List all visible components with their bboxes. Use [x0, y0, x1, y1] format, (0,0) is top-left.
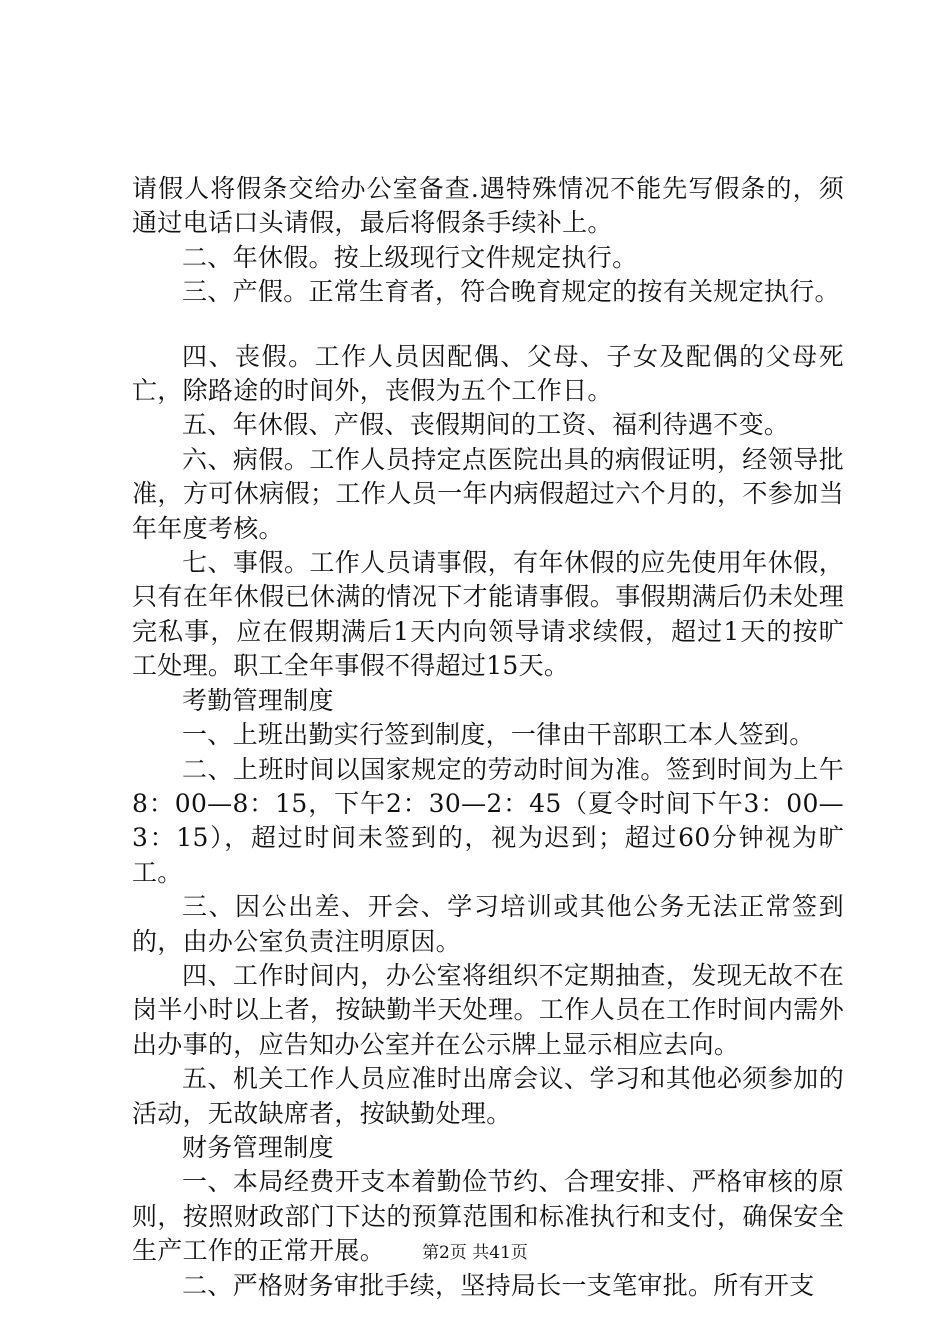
paragraph-annual-leave: 二、年休假。按上级现行文件规定执行。 — [182, 242, 638, 272]
page-number-footer: 第2页 共41页 — [422, 1243, 528, 1263]
paragraph-bereavement-leave: 四、丧假。工作人员因配偶、父母、子女及配偶的父母死亡，除路途的时间外，丧假为五个工作日。 — [132, 341, 844, 406]
section-heading-finance: 财务管理制度 — [182, 1132, 334, 1162]
paragraph-leave-request-submission: 请假人将假条交给办公室备查.遇特殊情况不能先写假条的，须通过电话口头请假，最后将假条手续补上。 — [132, 174, 844, 238]
paragraph-maternity-leave: 三、产假。正常生育者，符合晚育规定的按有关规定执行。 — [182, 277, 840, 307]
paragraph-attendance-sign-in: 一、上班出勤实行签到制度，一律由干部职工本人签到。 — [182, 720, 815, 750]
document-body — [132, 172, 844, 1303]
paragraph-leave-pay-unchanged: 五、年休假、产假、丧假期间的工资、福利待遇不变。 — [182, 410, 790, 440]
section-heading-attendance: 考勤管理制度 — [182, 685, 334, 715]
paragraph-working-hours: 二、上班时间以国家规定的劳动时间为准。签到时间为上午8：00—8：15，下午2：30—2：45（夏令时间下午3：00—3：15），超过时间未签到的，视为迟到；超过60分钟视为旷工。 — [132, 754, 844, 887]
paragraph-spot-checks: 四、工作时间内，办公室将组织不定期抽查，发现无故不在岗半小时以上者，按缺勤半天处理。工作人员在工作时间内需外出办事的，应告知办公室并在公示牌上显示相应去向。 — [132, 960, 844, 1059]
paragraph-meeting-attendance: 五、机关工作人员应准时出席会议、学习和其他必须参加的活动，无故缺席者，按缺勤处理。 — [132, 1064, 844, 1128]
paragraph-personal-leave: 七、事假。工作人员请事假，有年休假的应先使用年休假，只有在年休假已休满的情况下才能请事假。事假期满后仍未处理完私事，应在假期满后1天内向领导请求续假，超过1天的按旷工处理。职工全年事假不得超过15天。 — [132, 548, 844, 681]
paragraph-official-business: 三、因公出差、开会、学习培训或其他公务无法正常签到的，由办公室负责注明原因。 — [132, 892, 844, 956]
paragraph-sick-leave: 六、病假。工作人员持定点医院出具的病假证明，经领导批准，方可休病假；工作人员一年内病假超过六个月的，不参加当年年度考核。 — [132, 444, 844, 543]
paragraph-expense-principles: 一、本局经费开支本着勤俭节约、合理安排、严格审核的原则，按照财政部门下达的预算范围和标准执行和支付，确保安全生产工作的正常开展。 — [132, 1167, 844, 1266]
paragraph-approval-procedure: 二、严格财务审批手续，坚持局长一支笔审批。所有开支 — [182, 1270, 815, 1300]
